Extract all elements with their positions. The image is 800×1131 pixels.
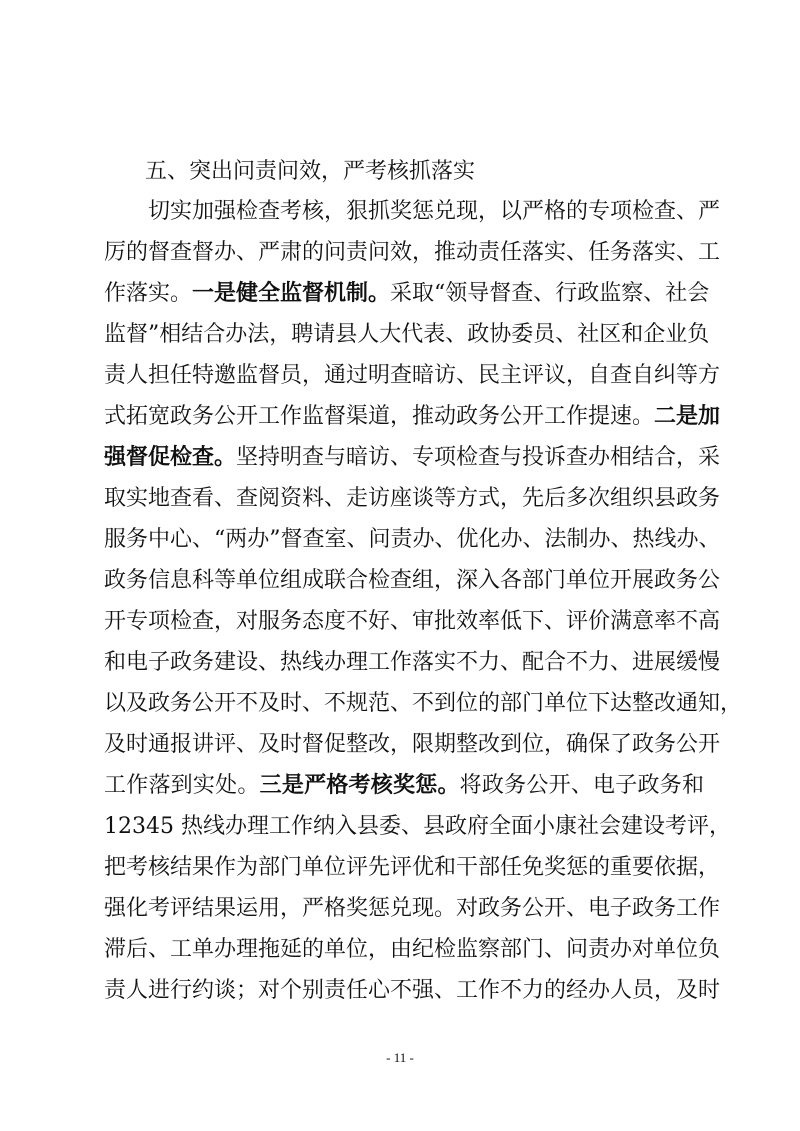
paragraph-line: 及时通报讲评、及时督促整改，限期整改到位，确保了政务公开 — [104, 732, 721, 757]
bold-subheading: 三是严格考核奖惩。 — [259, 773, 460, 798]
paragraph-line: 厉的督查督办、严肃的问责问效，推动责任落实、任务落实、工 — [104, 240, 721, 265]
paragraph-line: 和电子政务建设、热线办理工作落实不力、配合不力、进展缓慢 — [104, 650, 721, 675]
paragraph-line: 取实地查看、查阅资料、走访座谈等方式，先后多次组织县政务 — [104, 486, 721, 511]
section-heading: 五、突出问责问效，严考核抓落实 — [145, 159, 476, 184]
paragraph-line: 作落实。一是健全监督机制。采取“领导督查、行政监察、社会 — [104, 281, 710, 306]
paragraph-line: 强督促检查。坚持明查与暗访、专项检查与投诉查办相结合，采 — [104, 445, 721, 470]
paragraph-line: 开专项检查，对服务态度不好、审批效率低下、评价满意率不高 — [104, 609, 721, 634]
paragraph-line: 责人担任特邀监督员，通过明查暗访、民主评议，自查自纠等方 — [104, 363, 721, 388]
paragraph-line: 以及政务公开不及时、不规范、不到位的部门单位下达整改通知， — [104, 691, 743, 716]
paragraph-line: 滞后、工单办理拖延的单位，由纪检监察部门、问责办对单位负 — [104, 937, 721, 962]
paragraph-line: 服务中心、“两办”督查室、问责办、优化办、法制办、热线办、 — [104, 527, 721, 552]
paragraph-line: 式拓宽政务公开工作监督渠道，推动政务公开工作提速。二是加 — [104, 404, 721, 429]
paragraph-line: 把考核结果作为部门单位评先评优和干部任免奖惩的重要依据， — [104, 855, 721, 880]
bold-subheading: 二是加 — [654, 404, 721, 429]
bold-subheading: 强督促检查。 — [104, 445, 237, 470]
paragraph-line: 责人进行约谈；对个别责任心不强、工作不力的经办人员，及时 — [104, 978, 721, 1003]
paragraph-line: 12345 热线办理工作纳入县委、县政府全面小康社会建设考评， — [104, 814, 731, 839]
paragraph-line: 工作落到实处。三是严格考核奖惩。将政务公开、电子政务和 — [104, 773, 704, 798]
paragraph-line: 强化考评结果运用，严格奖惩兑现。对政务公开、电子政务工作 — [104, 896, 721, 921]
paragraph-line: 切实加强检查考核，狠抓奖惩兑现，以严格的专项检查、严 — [148, 199, 721, 224]
page-number: - 11 - — [386, 1050, 414, 1065]
paragraph-line: 政务信息科等单位组成联合检查组，深入各部门单位开展政务公 — [104, 568, 721, 593]
bold-subheading: 一是健全监督机制。 — [192, 281, 391, 306]
paragraph-line: 监督”相结合办法，聘请县人大代表、政协委员、社区和企业负 — [104, 322, 710, 347]
